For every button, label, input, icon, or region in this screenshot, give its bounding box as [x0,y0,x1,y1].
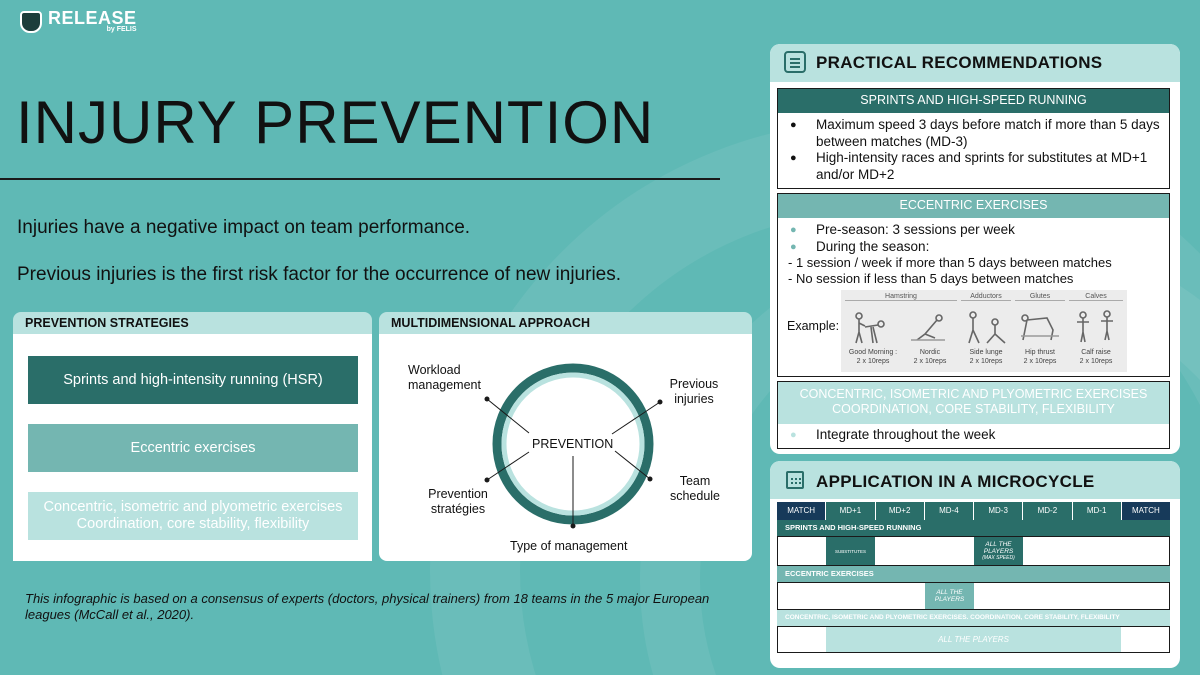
row-sprints [777,536,1170,566]
list-item: ● Integrate throughout the week [790,427,1161,444]
group-adductors: Adductors [961,293,1011,301]
cell-eccentric-players [925,583,974,609]
row-concentric [777,626,1170,653]
exercise-good-morning [843,348,903,366]
day-md-minus-1: MD-1 [1073,502,1122,520]
strategy-concentric: Concentric, isometric and plyometric exercises Coordination, core stability, flexibility [28,492,358,540]
rec-concentric-header [778,382,1169,424]
exercise-reps: 2 x 10reps [856,358,890,365]
cell-all-players: ALL THE PLAYERS [826,627,1121,652]
row-eccentric [777,582,1170,610]
rec-eccentric-header: ECCENTRIC EXERCISES [778,194,1169,218]
microcycle-title: APPLICATION IN A MICROCYCLE [816,472,1095,491]
exercise-reps: 2 x 10reps [969,358,1003,365]
cell-all-players-max [974,537,1023,565]
rec-eccentric-list [778,218,1169,255]
logo-name: RELEASE [48,8,137,28]
cell-text: ALL THE [985,540,1012,548]
exercise-figure [963,310,1009,344]
rec-sprints-list [778,113,1169,183]
label-team: Team schedule [669,474,721,503]
exercise-calf-raise [1067,348,1125,366]
rec-concentric-header-line-2: COORDINATION, CORE STABILITY, FLEXIBILITY [832,402,1115,416]
exercise-reps: 2 x 10reps [913,358,947,365]
exercise-figure [851,310,901,344]
cell-text: PLAYERS [983,547,1014,555]
strategies-header: PREVENTION STRATEGIES [13,312,372,334]
cell-text: ALL THE [936,589,963,596]
logo-icon [20,11,42,33]
exercise-reps: 2 x 10reps [1079,358,1113,365]
cell-text: (MAX SPEED) [982,554,1015,561]
rec-sprints-box [777,88,1170,189]
strategies-panel [13,334,372,561]
day-md-plus-1: MD+1 [826,502,875,520]
day-md-minus-3: MD-3 [974,502,1023,520]
document-icon [784,51,806,73]
label-type: Type of management [510,539,628,553]
approach-panel [379,334,752,561]
exercise-hip-thrust [1013,348,1067,366]
list-item: ● During the season: [790,239,1161,256]
list-item: ● Maximum speed 3 days before match if more than 5 days between matches (MD-3) [790,117,1161,150]
exercise-figure [1017,310,1063,344]
intro-line-2: Previous injuries is the first risk factor for the occurrence of new injuries. [17,264,622,285]
day-md-minus-4: MD-4 [925,502,974,520]
exercise-figure [1071,310,1121,344]
calendar-icon [786,471,804,489]
label-previous: Previous injuries [669,377,719,406]
rec-concentric-box [777,381,1170,449]
recommendations-title: PRACTICAL RECOMMENDATIONS [816,53,1103,72]
dot-type [571,524,576,529]
group-hamstring: Hamstring [845,293,957,301]
exercise-illustrations [841,290,1127,372]
exercise-reps: 2 x 10reps [1023,358,1057,365]
exercise-name: Good Morning : [848,349,898,356]
rec-eccentric-box [777,193,1170,377]
dash-line: - No session if less than 5 days between matches [788,271,1074,286]
center-label: PREVENTION [532,437,614,451]
group-calves: Calves [1069,293,1123,301]
cell-text: PLAYERS [934,596,965,603]
label-prevention: Prevention stratégies [428,487,488,516]
group-glutes: Glutes [1015,293,1065,301]
logo [20,10,137,34]
day-md-minus-2: MD-2 [1023,502,1072,520]
exercise-nordic [901,348,959,366]
dash-line: - 1 session / week if more than 5 days between matches [788,255,1112,270]
list-item: ● Pre-season: 3 sessions per week [790,222,1161,239]
day-md-plus-2: MD+2 [876,502,925,520]
exercise-name: Hip thrust [1025,349,1055,356]
day-header-row [777,502,1170,520]
section-eccentric: ECCENTRIC EXERCISES [777,566,1170,582]
exercise-figure [905,310,955,344]
section-concentric: CONCENTRIC, ISOMETRIC AND PLYOMETRIC EXERCISES. COORDINATION, CORE STABILITY, FLEXIBILITY [777,610,1170,626]
exercise-name: Nordic [919,349,941,356]
list-item: ● High-intensity races and sprints for substitutes at MD+1 and/or MD+2 [790,150,1161,183]
logo-sub: by FELIS [106,26,137,33]
dot-team [648,477,653,482]
strategy-sprints: Sprints and high-intensity running (HSR) [28,356,358,404]
day-match: MATCH [777,502,826,520]
example-label: Example: [787,319,840,333]
approach-header: MULTIDIMENSIONAL APPROACH [379,312,752,334]
page-title: INJURY PREVENTION [16,89,655,156]
dot-previous [658,400,663,405]
rec-concentric-list [778,424,1169,444]
footnote: This infographic is based on a consensus of experts (doctors, physical trainers) from 18 teams in the 5 major European leagues (McCall et al., 2020). [25,591,710,622]
exercise-name: Calf raise [1081,349,1111,356]
dot-workload [485,397,490,402]
cell-substitutes: SUBSTITUTES [826,537,875,565]
rec-concentric-header-line-1: CONCENTRIC, ISOMETRIC AND PLYOMETRIC EXERCISES [799,387,1148,401]
label-workload: Workload management [408,363,481,392]
section-sprints: SPRINTS AND HIGH-SPEED RUNNING [777,520,1170,536]
exercise-name: Side lunge [969,349,1003,356]
dot-prevention [485,478,490,483]
microcycle-grid [777,502,1170,653]
title-divider [0,178,720,180]
day-match-next: MATCH [1122,502,1170,520]
intro-line-1: Injuries have a negative impact on team performance. [17,217,471,238]
strategy-eccentric: Eccentric exercises [28,424,358,472]
rec-sprints-header: SPRINTS AND HIGH-SPEED RUNNING [778,89,1169,113]
exercise-side-lunge [959,348,1013,366]
